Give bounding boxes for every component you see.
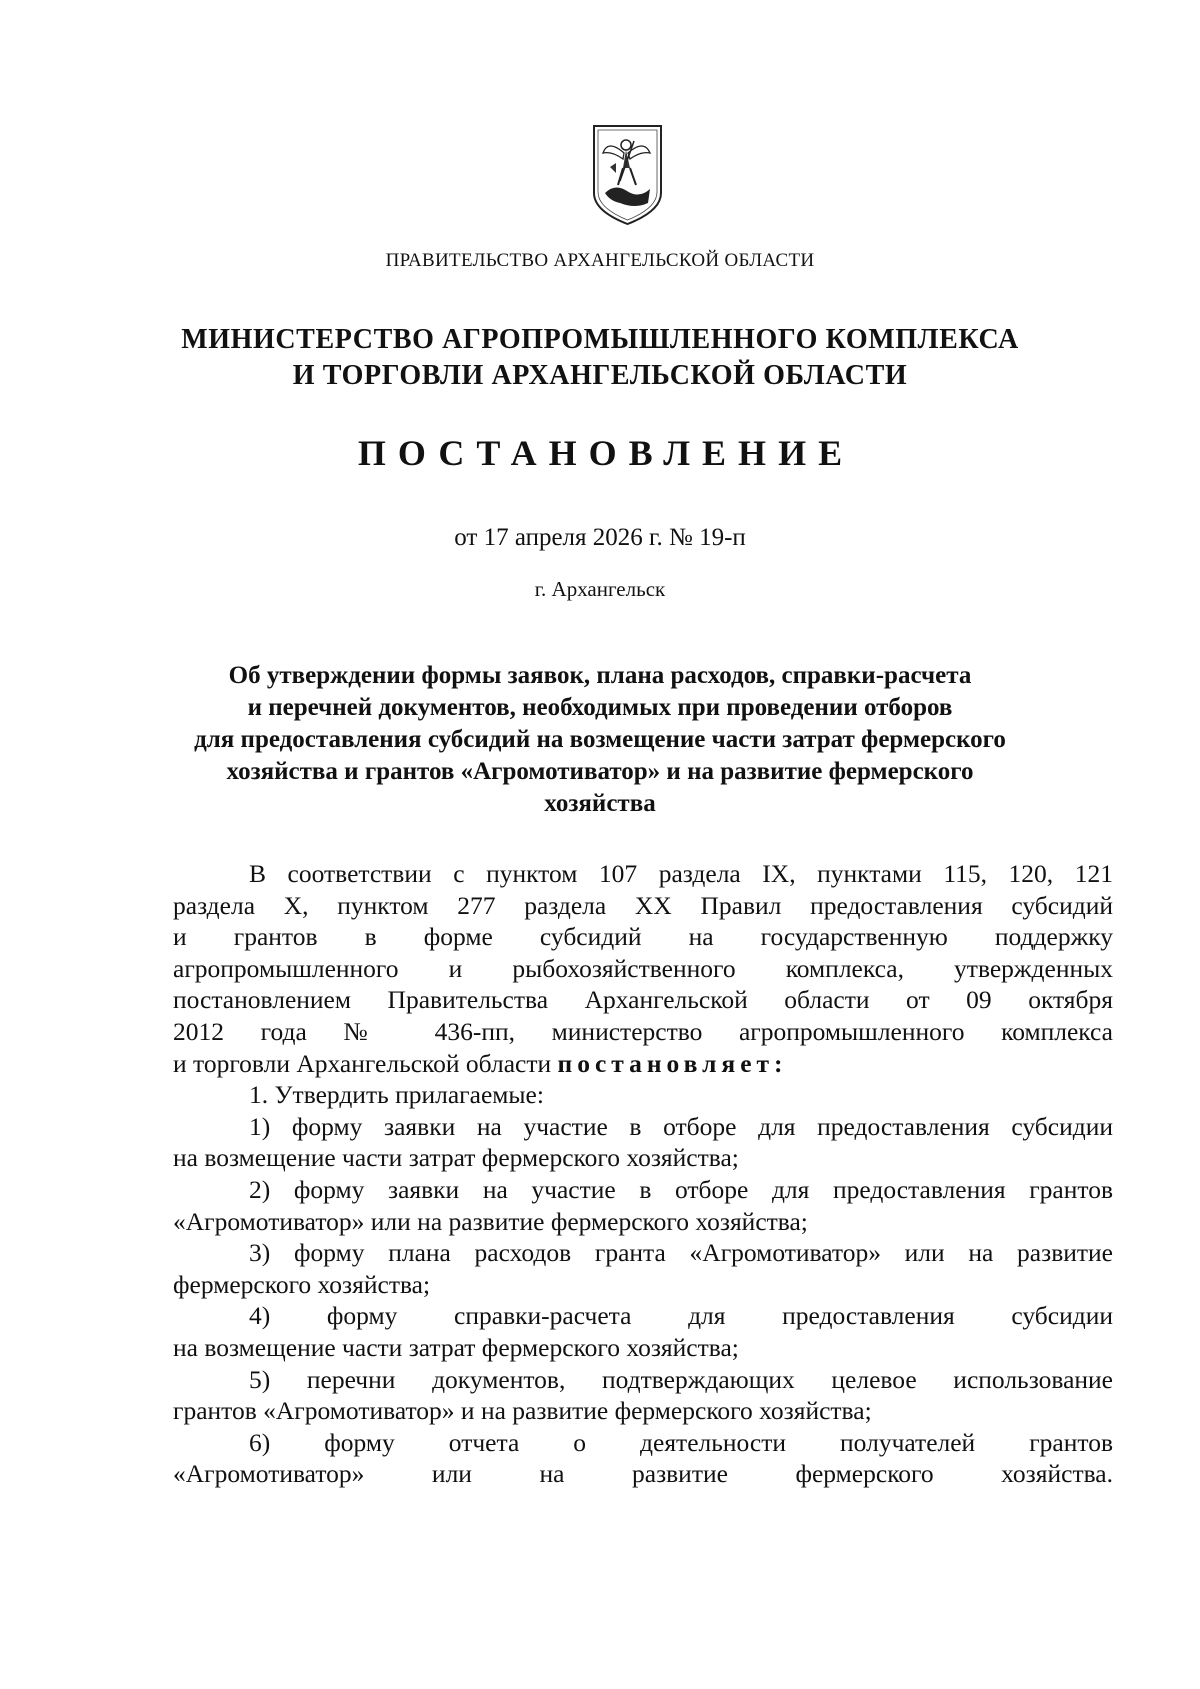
body-line: 1. Утвердить прилагаемые: xyxy=(249,1080,544,1110)
title-line: хозяйства xyxy=(544,790,656,817)
body-line: раздела X, пунктом 277 раздела XX Правил предоставления субсидий xyxy=(173,890,1113,920)
document-title xyxy=(0,660,1200,820)
list-item: 1) форму заявки на участие в отборе для предоставления субсидии xyxy=(249,1111,1113,1141)
list-item: 2) форму заявки на участие в отборе для предоставления грантов xyxy=(249,1174,1113,1204)
body-text: и торговли Архангельской области xyxy=(173,1048,552,1078)
body-line: фермерского хозяйства; xyxy=(173,1269,431,1299)
body-line: В соответствии с пунктом 107 раздела IX, пунктами 115, 120, 121 xyxy=(249,859,1113,888)
body-line xyxy=(173,1048,1113,1080)
title-line: и перечней документов, необходимых при проведении отборов xyxy=(247,694,953,721)
government-name: ПРАВИТЕЛЬСТВО АРХАНГЕЛЬСКОЙ ОБЛАСТИ xyxy=(385,250,815,271)
list-item: 5) перечни документов, подтверждающих целевое использование xyxy=(249,1364,1113,1394)
date-and-number: от 17 апреля 2026 г. № 19-п xyxy=(454,524,746,551)
coat-of-arms-icon xyxy=(590,123,665,227)
document-type: ПОСТАНОВЛЕНИЕ xyxy=(357,433,855,473)
title-line: хозяйства и грантов «Агромотиватор» и на развитие фермерского xyxy=(226,758,974,785)
list-item: 6) форму отчета о деятельности получателей грантов xyxy=(249,1427,1113,1457)
title-line: для предоставления субсидий на возмещение части затрат фермерского xyxy=(194,726,1006,753)
ministry-name xyxy=(0,322,1200,394)
list-item: 3) форму плана расходов гранта «Агромотиватор» или на развитие xyxy=(249,1238,1113,1268)
ministry-line: МИНИСТЕРСТВО АГРОПРОМЫШЛЕННОГО КОМПЛЕКСА xyxy=(181,324,1019,355)
body-line: 2012 года № 436-пп, министерство агропромышленного комплекса xyxy=(173,1016,1113,1046)
body-line: на возмещение части затрат фермерского хозяйства; xyxy=(173,1143,739,1173)
city: г. Архангельск xyxy=(534,577,666,601)
list-item: 4) форму справки-расчета для предоставления субсидии xyxy=(249,1301,1113,1331)
body-line: грантов «Агромотиватор» и на развитие фермерского хозяйства; xyxy=(173,1396,872,1426)
body-line: и грантов в форме субсидий на государственную поддержку xyxy=(173,922,1113,952)
resolves-keyword: постановляет: xyxy=(557,1048,788,1078)
body-line: постановлением Правительства Архангельской области от 09 октября xyxy=(173,985,1113,1015)
body-line: «Агромотиватор» или на развитие фермерского хозяйства; xyxy=(173,1206,808,1236)
body-line: на возмещение части затрат фермерского хозяйства; xyxy=(173,1332,739,1362)
document-body xyxy=(173,858,1113,1490)
ministry-line: И ТОРГОВЛИ АРХАНГЕЛЬСКОЙ ОБЛАСТИ xyxy=(292,360,908,391)
title-line: Об утверждении формы заявок, плана расходов, справки-расчета xyxy=(228,662,972,689)
body-line: агропромышленного и рыбохозяйственного комплекса, утвержденных xyxy=(173,953,1113,983)
body-line: «Агромотиватор» или на развитие фермерского хозяйства. xyxy=(173,1459,1113,1489)
